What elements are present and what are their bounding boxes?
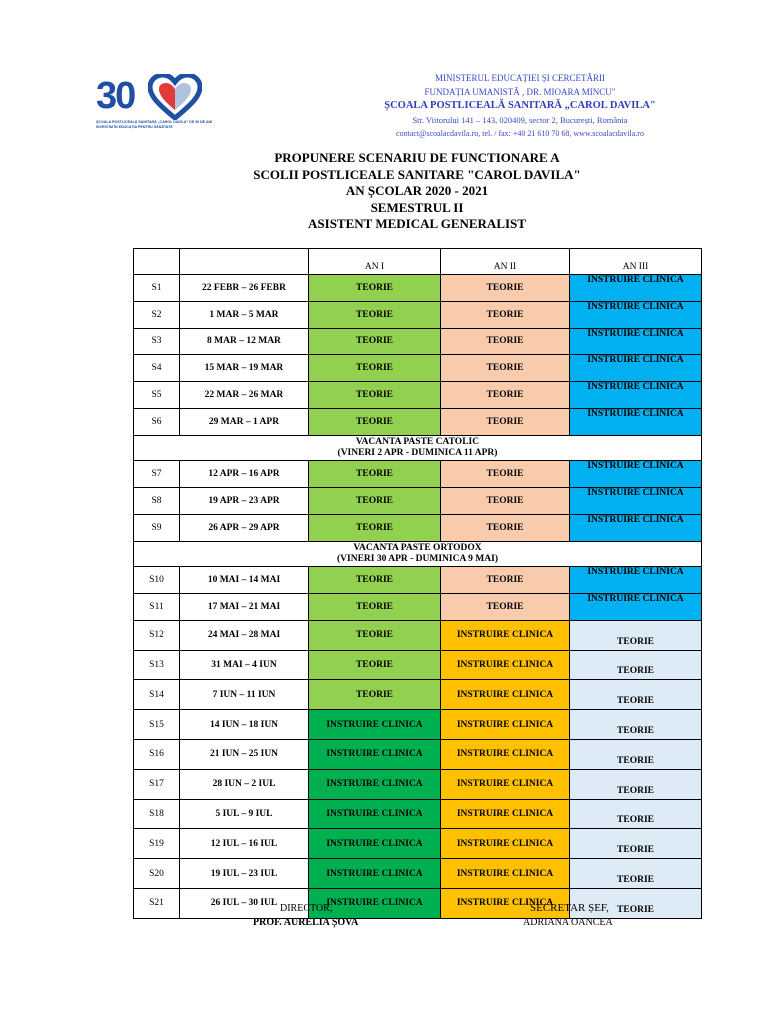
director-name: PROF. AURELIA ȘOVA	[253, 917, 359, 928]
table-row	[134, 680, 702, 710]
ministry-line: MINISTERUL EDUCAȚIEI ȘI CERCETĂRII	[435, 73, 605, 83]
an2-cell: TEORIE	[441, 275, 570, 302]
vacation-cell	[134, 435, 702, 461]
week-cell: S17	[134, 769, 180, 799]
week-cell: S19	[134, 829, 180, 859]
dates-cell: 19 APR – 23 APR	[180, 488, 309, 515]
dates-cell: 12 APR – 16 APR	[180, 461, 309, 488]
dates-cell: 29 MAR – 1 APR	[180, 408, 309, 435]
vacation-title: VACANTA PASTE ORTODOX	[353, 542, 482, 553]
header-cell-an1: AN I	[309, 249, 441, 275]
an1-cell: TEORIE	[309, 461, 441, 488]
week-cell: S16	[134, 739, 180, 769]
header-cell-an3: AN III	[570, 249, 702, 275]
director-role: DIRECTOR,	[280, 903, 333, 914]
an1-cell: INSTRUIRE CLINICA	[309, 888, 441, 918]
week-cell: S18	[134, 799, 180, 829]
an1-cell: TEORIE	[309, 680, 441, 710]
table-row	[134, 567, 702, 594]
dates-cell: 14 IUN – 18 IUN	[180, 710, 309, 740]
week-cell: S15	[134, 710, 180, 740]
week-cell: S21	[134, 888, 180, 918]
title-line-1: PROPUNERE SCENARIU DE FUNCTIONARE A	[274, 150, 560, 165]
title-line-3: AN ȘCOLAR 2020 - 2021	[345, 183, 489, 198]
an2-cell: TEORIE	[441, 408, 570, 435]
an3-cell: TEORIE	[570, 769, 702, 799]
an3-cell: TEORIE	[570, 829, 702, 859]
an2-cell: TEORIE	[441, 514, 570, 541]
an3-cell: INSTRUIRE CLINICA	[570, 488, 702, 515]
address-line: Str. Viitorului 141 – 143, 020409, sector 2, București, România	[412, 115, 628, 125]
institution-header	[330, 71, 710, 141]
dates-cell: 22 MAR – 26 MAR	[180, 382, 309, 409]
an3-cell: INSTRUIRE CLINICA	[570, 301, 702, 328]
an2-cell: TEORIE	[441, 328, 570, 355]
table-row	[134, 514, 702, 541]
an2-cell: INSTRUIRE CLINICA	[441, 769, 570, 799]
an2-cell: INSTRUIRE CLINICA	[441, 680, 570, 710]
table-row	[134, 488, 702, 515]
week-cell: S6	[134, 408, 180, 435]
table-row	[134, 799, 702, 829]
week-cell: S11	[134, 593, 180, 620]
an1-cell: TEORIE	[309, 301, 441, 328]
table-row	[134, 461, 702, 488]
dates-cell: 31 MAI – 4 IUN	[180, 650, 309, 680]
an1-cell: TEORIE	[309, 488, 441, 515]
week-cell: S5	[134, 382, 180, 409]
heart-logo-icon	[148, 74, 202, 120]
an1-cell: INSTRUIRE CLINICA	[309, 739, 441, 769]
an1-cell: TEORIE	[309, 328, 441, 355]
dates-cell: 26 APR – 29 APR	[180, 514, 309, 541]
an1-cell: TEORIE	[309, 620, 441, 650]
week-cell: S4	[134, 355, 180, 382]
dates-cell: 7 IUN – 11 IUN	[180, 680, 309, 710]
an1-cell: INSTRUIRE CLINICA	[309, 710, 441, 740]
table-row	[134, 739, 702, 769]
an2-cell: INSTRUIRE CLINICA	[441, 799, 570, 829]
week-cell: S2	[134, 301, 180, 328]
title-line-2: SCOLII POSTLICEALE SANITARE "CAROL DAVILA"	[253, 166, 581, 182]
dates-cell: 15 MAR – 19 MAR	[180, 355, 309, 382]
table-row	[134, 301, 702, 328]
table-row	[134, 710, 702, 740]
secretary-name: ADRIANA OANCEA	[523, 917, 613, 928]
dates-cell: 22 FEBR – 26 FEBR	[180, 275, 309, 302]
dates-cell: 26 IUL – 30 IUL	[180, 888, 309, 918]
week-cell: S7	[134, 461, 180, 488]
table-row	[134, 859, 702, 889]
an2-cell: TEORIE	[441, 593, 570, 620]
foundation-line: FUNDAȚIA UMANISTĂ , DR. MIOARA MINCU"	[424, 87, 616, 97]
table-row	[134, 593, 702, 620]
secretary-role: SECRETAR ȘEF,	[530, 902, 609, 914]
an1-cell: INSTRUIRE CLINICA	[309, 799, 441, 829]
an1-cell: TEORIE	[309, 355, 441, 382]
week-cell: S14	[134, 680, 180, 710]
an2-cell: INSTRUIRE CLINICA	[441, 620, 570, 650]
an2-cell: INSTRUIRE CLINICA	[441, 650, 570, 680]
header-cell	[134, 249, 180, 275]
an3-cell: INSTRUIRE CLINICA	[570, 567, 702, 594]
dates-cell: 24 MAI – 28 MAI	[180, 620, 309, 650]
an1-cell: TEORIE	[309, 382, 441, 409]
table-row	[134, 328, 702, 355]
vacation-title: VACANTA PASTE CATOLIC	[355, 437, 480, 448]
an2-cell: TEORIE	[441, 567, 570, 594]
vacation-period: (VINERI 2 APR - DUMINICA 11 APR)	[337, 448, 498, 459]
an3-cell: INSTRUIRE CLINICA	[570, 355, 702, 382]
table-row	[134, 888, 702, 918]
document-title	[134, 150, 700, 233]
vacation-row	[134, 435, 702, 461]
week-cell: S20	[134, 859, 180, 889]
an3-cell: INSTRUIRE CLINICA	[570, 593, 702, 620]
table-row	[134, 769, 702, 799]
week-cell: S8	[134, 488, 180, 515]
an2-cell: TEORIE	[441, 461, 570, 488]
table-row	[134, 408, 702, 435]
an3-cell: TEORIE	[570, 650, 702, 680]
dates-cell: 28 IUN – 2 IUL	[180, 769, 309, 799]
vacation-row	[134, 541, 702, 567]
an1-cell: TEORIE	[309, 514, 441, 541]
an2-cell: INSTRUIRE CLINICA	[441, 710, 570, 740]
table-row	[134, 620, 702, 650]
vacation-cell	[134, 541, 702, 567]
an2-cell: INSTRUIRE CLINICA	[441, 829, 570, 859]
title-line-5: ASISTENT MEDICAL GENERALIST	[308, 216, 526, 231]
an2-cell: TEORIE	[441, 488, 570, 515]
table-header-row	[134, 249, 702, 275]
an3-cell: TEORIE	[570, 859, 702, 889]
an1-cell: INSTRUIRE CLINICA	[309, 829, 441, 859]
week-cell: S12	[134, 620, 180, 650]
an2-cell: TEORIE	[441, 382, 570, 409]
an1-cell: TEORIE	[309, 567, 441, 594]
table-row	[134, 829, 702, 859]
an2-cell: INSTRUIRE CLINICA	[441, 859, 570, 889]
an2-cell: INSTRUIRE CLINICA	[441, 888, 570, 918]
dates-cell: 21 IUN – 25 IUN	[180, 739, 309, 769]
an3-cell: TEORIE	[570, 710, 702, 740]
week-cell: S3	[134, 328, 180, 355]
week-cell: S10	[134, 567, 180, 594]
an2-cell: INSTRUIRE CLINICA	[441, 739, 570, 769]
week-cell: S13	[134, 650, 180, 680]
an3-cell: INSTRUIRE CLINICA	[570, 408, 702, 435]
an3-cell: TEORIE	[570, 739, 702, 769]
an3-cell: INSTRUIRE CLINICA	[570, 275, 702, 302]
an3-cell: INSTRUIRE CLINICA	[570, 461, 702, 488]
dates-cell: 19 IUL – 23 IUL	[180, 859, 309, 889]
an3-cell: TEORIE	[570, 799, 702, 829]
logo-caption: ȘCOALA POSTLICEALĂ SANITARĂ „CAROL DAVILA” DE 30 DE ANI INVESTIM ÎN EDUCAȚIA PENTRU SĂNĂTATE	[96, 120, 213, 129]
an3-cell: INSTRUIRE CLINICA	[570, 514, 702, 541]
school-name: ȘCOALA POSTLICEALĂ SANITARĂ „CAROL DAVILA"	[384, 100, 656, 111]
an3-cell: INSTRUIRE CLINICA	[570, 328, 702, 355]
an1-cell: TEORIE	[309, 650, 441, 680]
dates-cell: 5 IUL – 9 IUL	[180, 799, 309, 829]
dates-cell: 1 MAR – 5 MAR	[180, 301, 309, 328]
an2-cell: TEORIE	[441, 355, 570, 382]
an1-cell: INSTRUIRE CLINICA	[309, 859, 441, 889]
table-row	[134, 382, 702, 409]
an3-cell: TEORIE	[570, 888, 702, 918]
dates-cell: 12 IUL – 16 IUL	[180, 829, 309, 859]
schedule-table	[133, 248, 702, 919]
table-row	[134, 275, 702, 302]
header-cell-an2: AN II	[441, 249, 570, 275]
week-cell: S9	[134, 514, 180, 541]
an3-cell: TEORIE	[570, 620, 702, 650]
an1-cell: TEORIE	[309, 408, 441, 435]
contact-line: contact@scoalacdavila.ro, tel. / fax: +40 21 610 70 68, www.scoalacdavila.ro	[396, 129, 644, 138]
an3-cell: TEORIE	[570, 680, 702, 710]
vacation-period: (VINERI 30 APR - DUMINICA 9 MAI)	[337, 553, 498, 564]
logo-number: 30	[96, 75, 135, 117]
header-cell	[180, 249, 309, 275]
table-row	[134, 650, 702, 680]
an1-cell: INSTRUIRE CLINICA	[309, 769, 441, 799]
an1-cell: TEORIE	[309, 275, 441, 302]
an1-cell: TEORIE	[309, 593, 441, 620]
week-cell: S1	[134, 275, 180, 302]
an3-cell: INSTRUIRE CLINICA	[570, 382, 702, 409]
an2-cell: TEORIE	[441, 301, 570, 328]
title-line-4: SEMESTRUL II	[370, 199, 464, 215]
school-logo	[96, 72, 216, 132]
dates-cell: 10 MAI – 14 MAI	[180, 567, 309, 594]
dates-cell: 17 MAI – 21 MAI	[180, 593, 309, 620]
dates-cell: 8 MAR – 12 MAR	[180, 328, 309, 355]
table-row	[134, 355, 702, 382]
